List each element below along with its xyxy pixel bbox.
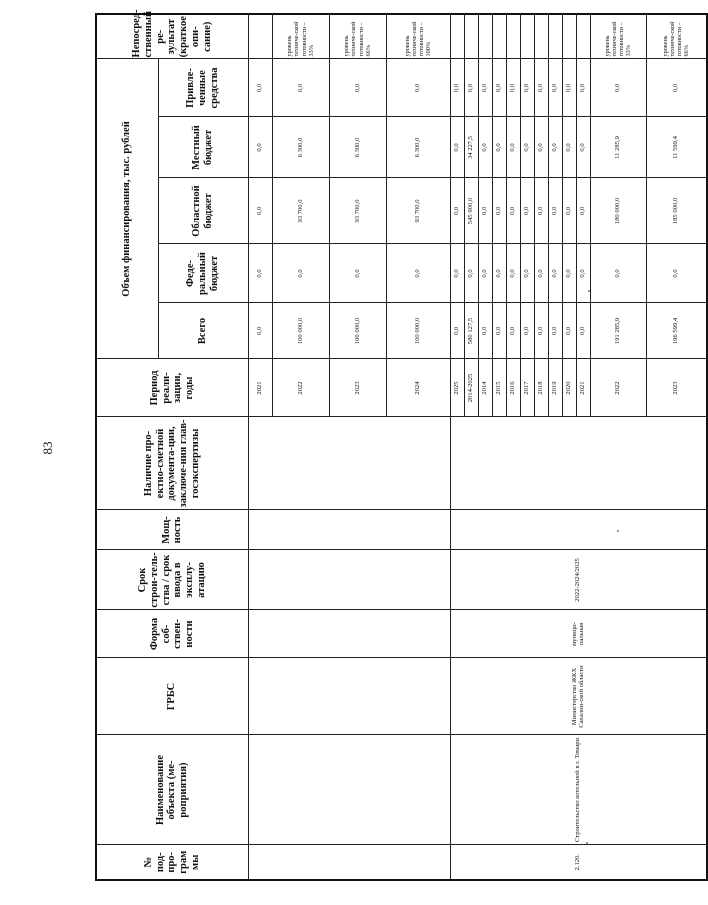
cell-regional: 93 700,0 xyxy=(386,178,450,244)
cell-total: 0,0 xyxy=(576,303,590,359)
table-row xyxy=(248,14,272,880)
cell-regional: 0,0 xyxy=(478,178,492,244)
cell-regional: 0,0 xyxy=(534,178,548,244)
cell-attracted: 0,0 xyxy=(329,59,386,117)
cell-regional: 185 000,0 xyxy=(646,178,707,244)
scan-speck xyxy=(588,290,590,292)
header-ownership: Форма соб-ствен-ности xyxy=(96,610,248,658)
cell-period: 2023 xyxy=(329,359,386,417)
cell-period: 2023 xyxy=(646,359,707,417)
cell-local: 0,0 xyxy=(548,117,562,178)
cell-period: 2014 xyxy=(478,359,492,417)
cell-federal: 0,0 xyxy=(576,244,590,303)
cell-capacity xyxy=(450,510,707,550)
header-financing: Объем финансирования, тыс. рублей xyxy=(96,59,158,359)
cell-result xyxy=(576,14,590,59)
cell-result: уровень техниче-ской готовности – 66% xyxy=(646,14,707,59)
cell-result: уровень техниче-ской готовности – 100% xyxy=(386,14,450,59)
header-period: Период реали-зации, годы xyxy=(96,359,248,417)
cell-regional: 0,0 xyxy=(548,178,562,244)
cell-period: 2021 xyxy=(248,359,272,417)
cell-regional: 93 700,0 xyxy=(272,178,329,244)
cell-period: 2022 xyxy=(272,359,329,417)
cell-result xyxy=(562,14,576,59)
cell-local: 0,0 xyxy=(576,117,590,178)
page-number: 83 xyxy=(40,441,55,455)
cell-regional: 0,0 xyxy=(520,178,534,244)
header-total: Всего xyxy=(158,303,248,359)
cell-local: 6 300,0 xyxy=(272,117,329,178)
cell-attracted: 0,0 xyxy=(534,59,548,117)
cell-local: 0,0 xyxy=(520,117,534,178)
cell-period: 2022 xyxy=(590,359,646,417)
scan-speck xyxy=(586,842,588,844)
cell-num xyxy=(248,845,450,880)
cell-attracted: 0,0 xyxy=(272,59,329,117)
header-result: Непосред-ственный ре-зультат (краткое опи-сание) xyxy=(96,14,248,59)
cell-attracted: 0,0 xyxy=(562,59,576,117)
cell-period: 2019 xyxy=(548,359,562,417)
cell-grbs: Министерство ЖКХ Сахалин-ской области xyxy=(450,658,707,735)
cell-local: 6 300,0 xyxy=(386,117,450,178)
cell-federal: 0,0 xyxy=(548,244,562,303)
header-grbs: ГРБС xyxy=(96,658,248,735)
cell-total: 191 285,9 xyxy=(590,303,646,359)
cell-attracted: 0,0 xyxy=(464,59,478,117)
cell-total: 100 000,0 xyxy=(329,303,386,359)
cell-regional: 0,0 xyxy=(248,178,272,244)
cell-federal: 0,0 xyxy=(534,244,548,303)
cell-federal: 0,0 xyxy=(506,244,520,303)
header-term: Срок строи-тель-ства / срок ввода в эксплу-атацию xyxy=(96,550,248,610)
cell-federal: 0,0 xyxy=(464,244,478,303)
cell-federal: 0,0 xyxy=(646,244,707,303)
cell-capacity xyxy=(248,510,450,550)
cell-federal: 0,0 xyxy=(520,244,534,303)
cell-attracted: 0,0 xyxy=(590,59,646,117)
cell-regional: 93 700,0 xyxy=(329,178,386,244)
cell-result xyxy=(534,14,548,59)
cell-local: 34 227,5 xyxy=(464,117,478,178)
cell-period: 2020 xyxy=(562,359,576,417)
header-name: Наименование объекта (ме-роприятия) xyxy=(96,735,248,845)
cell-attracted: 0,0 xyxy=(492,59,506,117)
cell-result xyxy=(520,14,534,59)
header-capacity: Мощ-ность xyxy=(96,510,248,550)
cell-attracted: 0,0 xyxy=(478,59,492,117)
cell-period: 2021 xyxy=(576,359,590,417)
cell-federal: 0,0 xyxy=(492,244,506,303)
cell-result xyxy=(478,14,492,59)
cell-attracted: 0,0 xyxy=(576,59,590,117)
cell-period: 2016 xyxy=(506,359,520,417)
cell-federal: 0,0 xyxy=(450,244,464,303)
scan-speck xyxy=(617,530,619,532)
cell-local: 0,0 xyxy=(506,117,520,178)
cell-federal: 0,0 xyxy=(590,244,646,303)
header-num: № под-про-грам мы xyxy=(96,845,248,880)
header-regional: Областной бюджет xyxy=(158,178,248,244)
cell-result xyxy=(506,14,520,59)
cell-total: 0,0 xyxy=(506,303,520,359)
cell-result xyxy=(450,14,464,59)
cell-local: 0,0 xyxy=(534,117,548,178)
cell-name: Строительство котельной в г. Томари xyxy=(450,735,707,845)
cell-local: 11 599,4 xyxy=(646,117,707,178)
cell-regional: 0,0 xyxy=(450,178,464,244)
cell-attracted: 0,0 xyxy=(548,59,562,117)
cell-federal: 0,0 xyxy=(386,244,450,303)
cell-regional: 180 000,0 xyxy=(590,178,646,244)
cell-total: 0,0 xyxy=(548,303,562,359)
cell-result: уровень техниче-ской готовности – 66% xyxy=(329,14,386,59)
cell-result xyxy=(548,14,562,59)
cell-federal: 0,0 xyxy=(329,244,386,303)
cell-federal: 0,0 xyxy=(248,244,272,303)
cell-period: 2024 xyxy=(386,359,450,417)
cell-total: 0,0 xyxy=(520,303,534,359)
table-body xyxy=(248,14,707,880)
cell-regional: 0,0 xyxy=(506,178,520,244)
cell-total: 0,0 xyxy=(478,303,492,359)
cell-period: 2018 xyxy=(534,359,548,417)
cell-attracted: 0,0 xyxy=(520,59,534,117)
cell-period: 2017 xyxy=(520,359,534,417)
cell-regional: 0,0 xyxy=(562,178,576,244)
cell-attracted: 0,0 xyxy=(506,59,520,117)
cell-local: 0,0 xyxy=(248,117,272,178)
cell-psd xyxy=(450,417,707,510)
cell-period: 2015 xyxy=(492,359,506,417)
cell-ownership xyxy=(248,610,450,658)
header-federal: Феде-ральный бюджет xyxy=(158,244,248,303)
cell-attracted: 0,0 xyxy=(450,59,464,117)
cell-local: 0,0 xyxy=(492,117,506,178)
cell-period: 2025 xyxy=(450,359,464,417)
cell-local: 0,0 xyxy=(478,117,492,178)
cell-total: 100 000,0 xyxy=(272,303,329,359)
financing-table xyxy=(95,9,708,881)
cell-ownership: муници-пальная xyxy=(450,610,707,658)
cell-regional: 545 900,0 xyxy=(464,178,478,244)
cell-total: 580 127,5 xyxy=(464,303,478,359)
cell-result xyxy=(464,14,478,59)
cell-regional: 0,0 xyxy=(492,178,506,244)
cell-result: уровень техниче-ской готовности – 33% xyxy=(272,14,329,59)
cell-term xyxy=(248,550,450,610)
cell-total: 0,0 xyxy=(450,303,464,359)
cell-total: 196 599,4 xyxy=(646,303,707,359)
cell-attracted: 0,0 xyxy=(248,59,272,117)
cell-total: 0,0 xyxy=(534,303,548,359)
cell-federal: 0,0 xyxy=(562,244,576,303)
table-row xyxy=(450,14,464,880)
table-header xyxy=(96,9,248,880)
cell-local: 6 300,0 xyxy=(329,117,386,178)
rotated-table-wrapper xyxy=(95,9,691,881)
cell-result xyxy=(492,14,506,59)
cell-psd xyxy=(248,417,450,510)
cell-federal: 0,0 xyxy=(478,244,492,303)
cell-regional: 0,0 xyxy=(576,178,590,244)
cell-term: 2022-2024/2025 xyxy=(450,550,707,610)
cell-federal: 0,0 xyxy=(272,244,329,303)
cell-total: 0,0 xyxy=(562,303,576,359)
cell-total: 0,0 xyxy=(492,303,506,359)
cell-local: 0,0 xyxy=(562,117,576,178)
cell-attracted: 0,0 xyxy=(646,59,707,117)
cell-result xyxy=(248,14,272,59)
cell-attracted: 0,0 xyxy=(386,59,450,117)
cell-grbs xyxy=(248,658,450,735)
cell-period: 2014-2025 xyxy=(464,359,478,417)
header-local: Местный бюджет xyxy=(158,117,248,178)
cell-local: 0,0 xyxy=(450,117,464,178)
cell-result: уровень техниче-ской готовности – 33% xyxy=(590,14,646,59)
cell-total: 100 000,0 xyxy=(386,303,450,359)
cell-name xyxy=(248,735,450,845)
header-attracted: Привле-ченные средства xyxy=(158,59,248,117)
cell-local: 11 285,9 xyxy=(590,117,646,178)
header-psd: Наличие про-ектно-сметной документа-ции, заключе-ния глав-госэкспертизы xyxy=(96,417,248,510)
cell-num: 2.120. xyxy=(450,845,707,880)
cell-total: 0,0 xyxy=(248,303,272,359)
